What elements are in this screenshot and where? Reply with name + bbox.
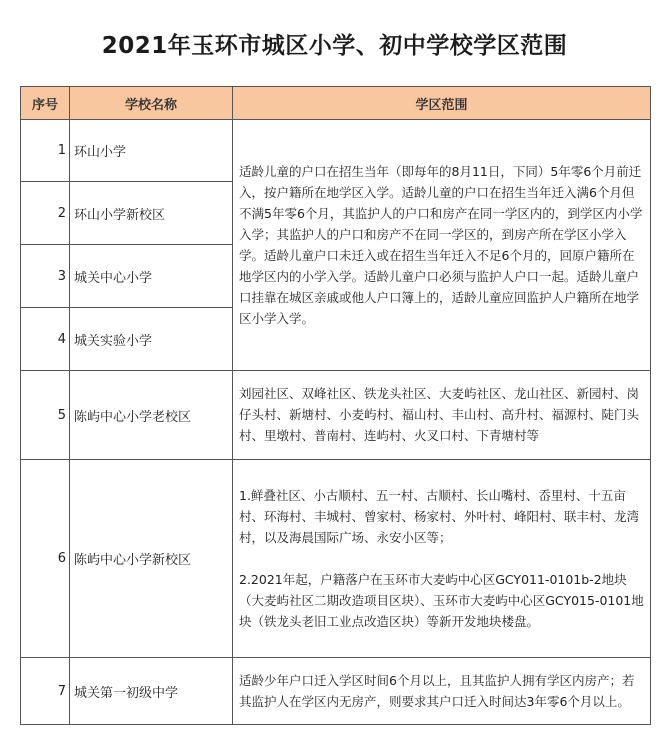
row-number: 2 [21,182,70,245]
row-number: 6 [21,460,70,658]
school-name: 环山小学 [70,120,233,182]
district-range [233,120,651,371]
district-range-text: 适龄儿童的户口在招生当年（即每年的8月11日，下同）5年零6个月前迁入，按户籍所在地学区入学。适龄儿童的户口在招生当年迁入满6个月但不满5年零6个月，其监护人的户口和房产在同一学区内的，到学区内小学入学；其监护人的户口和房产不在同一学区的，到房产所在学区小学入学。适龄儿童户口未迁入或在招生当年迁入不足6个月的，回原户籍所在地学区内的小学入学。适龄儿童户口必须与监护人户口一起。适龄儿童户口挂靠在城区亲戚或他人户口簿上的，适龄儿童应回监护人户籍所在地学区小学入学。 [239,163,643,326]
school-name: 陈屿中心小学新校区 [70,460,233,658]
district-range-text: 刘园社区、双峰社区、铁龙头社区、大麦屿社区、龙山社区、新园村、岗仔头村、新塘村、小麦屿村、福山村、丰山村、高升村、福源村、陡门头村、里墩村、普南村、连屿村、火叉口村、下青塘村等 [239,386,640,443]
district-range [233,658,651,725]
school-name: 城关实验小学 [70,308,233,371]
district-range-text: 适龄少年户口迁入学区时间6个月以上，且其监护人拥有学区内房产；若其监护人在学区内无房产，则要求其户口迁入时间达3年零6个月以上。 [239,672,635,709]
district-range [233,371,651,460]
district-range-part2: 2.2021年起，户籍落户在玉环市大麦屿中心区GCY011-0101b-2地块（大麦屿社区二期改造项目区块）、玉环市大麦屿中心区GCY015-0101地块（铁龙头老旧工业点改造区块）等新开发地块楼盘。 [239,571,644,629]
school-name: 城关中心小学 [70,245,233,308]
page-title: 2021年玉环市城区小学、初中学校学区范围 [101,32,568,59]
district-range-part1: 1.鲜叠社区、小古顺村、五一村、古顺村、长山嘴村、岙里村、十五亩村、环海村、丰城村、曾家村、杨家村、外叶村、峰阳村、联丰村、龙湾村，以及海晨国际广场、永安小区等； [239,487,640,545]
row-number: 3 [21,245,70,308]
paragraph-gap [239,548,644,569]
school-district-table [20,86,651,725]
header-school: 学校名称 [70,87,233,120]
row-number: 1 [21,120,70,182]
school-name: 城关第一初级中学 [70,658,233,725]
row-number: 5 [21,371,70,460]
header-range: 学区范围 [233,87,651,120]
district-range [233,460,651,658]
table-row [21,371,651,460]
table-row [21,658,651,725]
row-number: 7 [21,658,70,725]
table-header-row [21,87,651,120]
school-name: 环山小学新校区 [70,182,233,245]
row-number: 4 [21,308,70,371]
header-no: 序号 [21,87,70,120]
table-row [21,460,651,658]
school-name: 陈屿中心小学老校区 [70,371,233,460]
table-row [21,120,651,182]
